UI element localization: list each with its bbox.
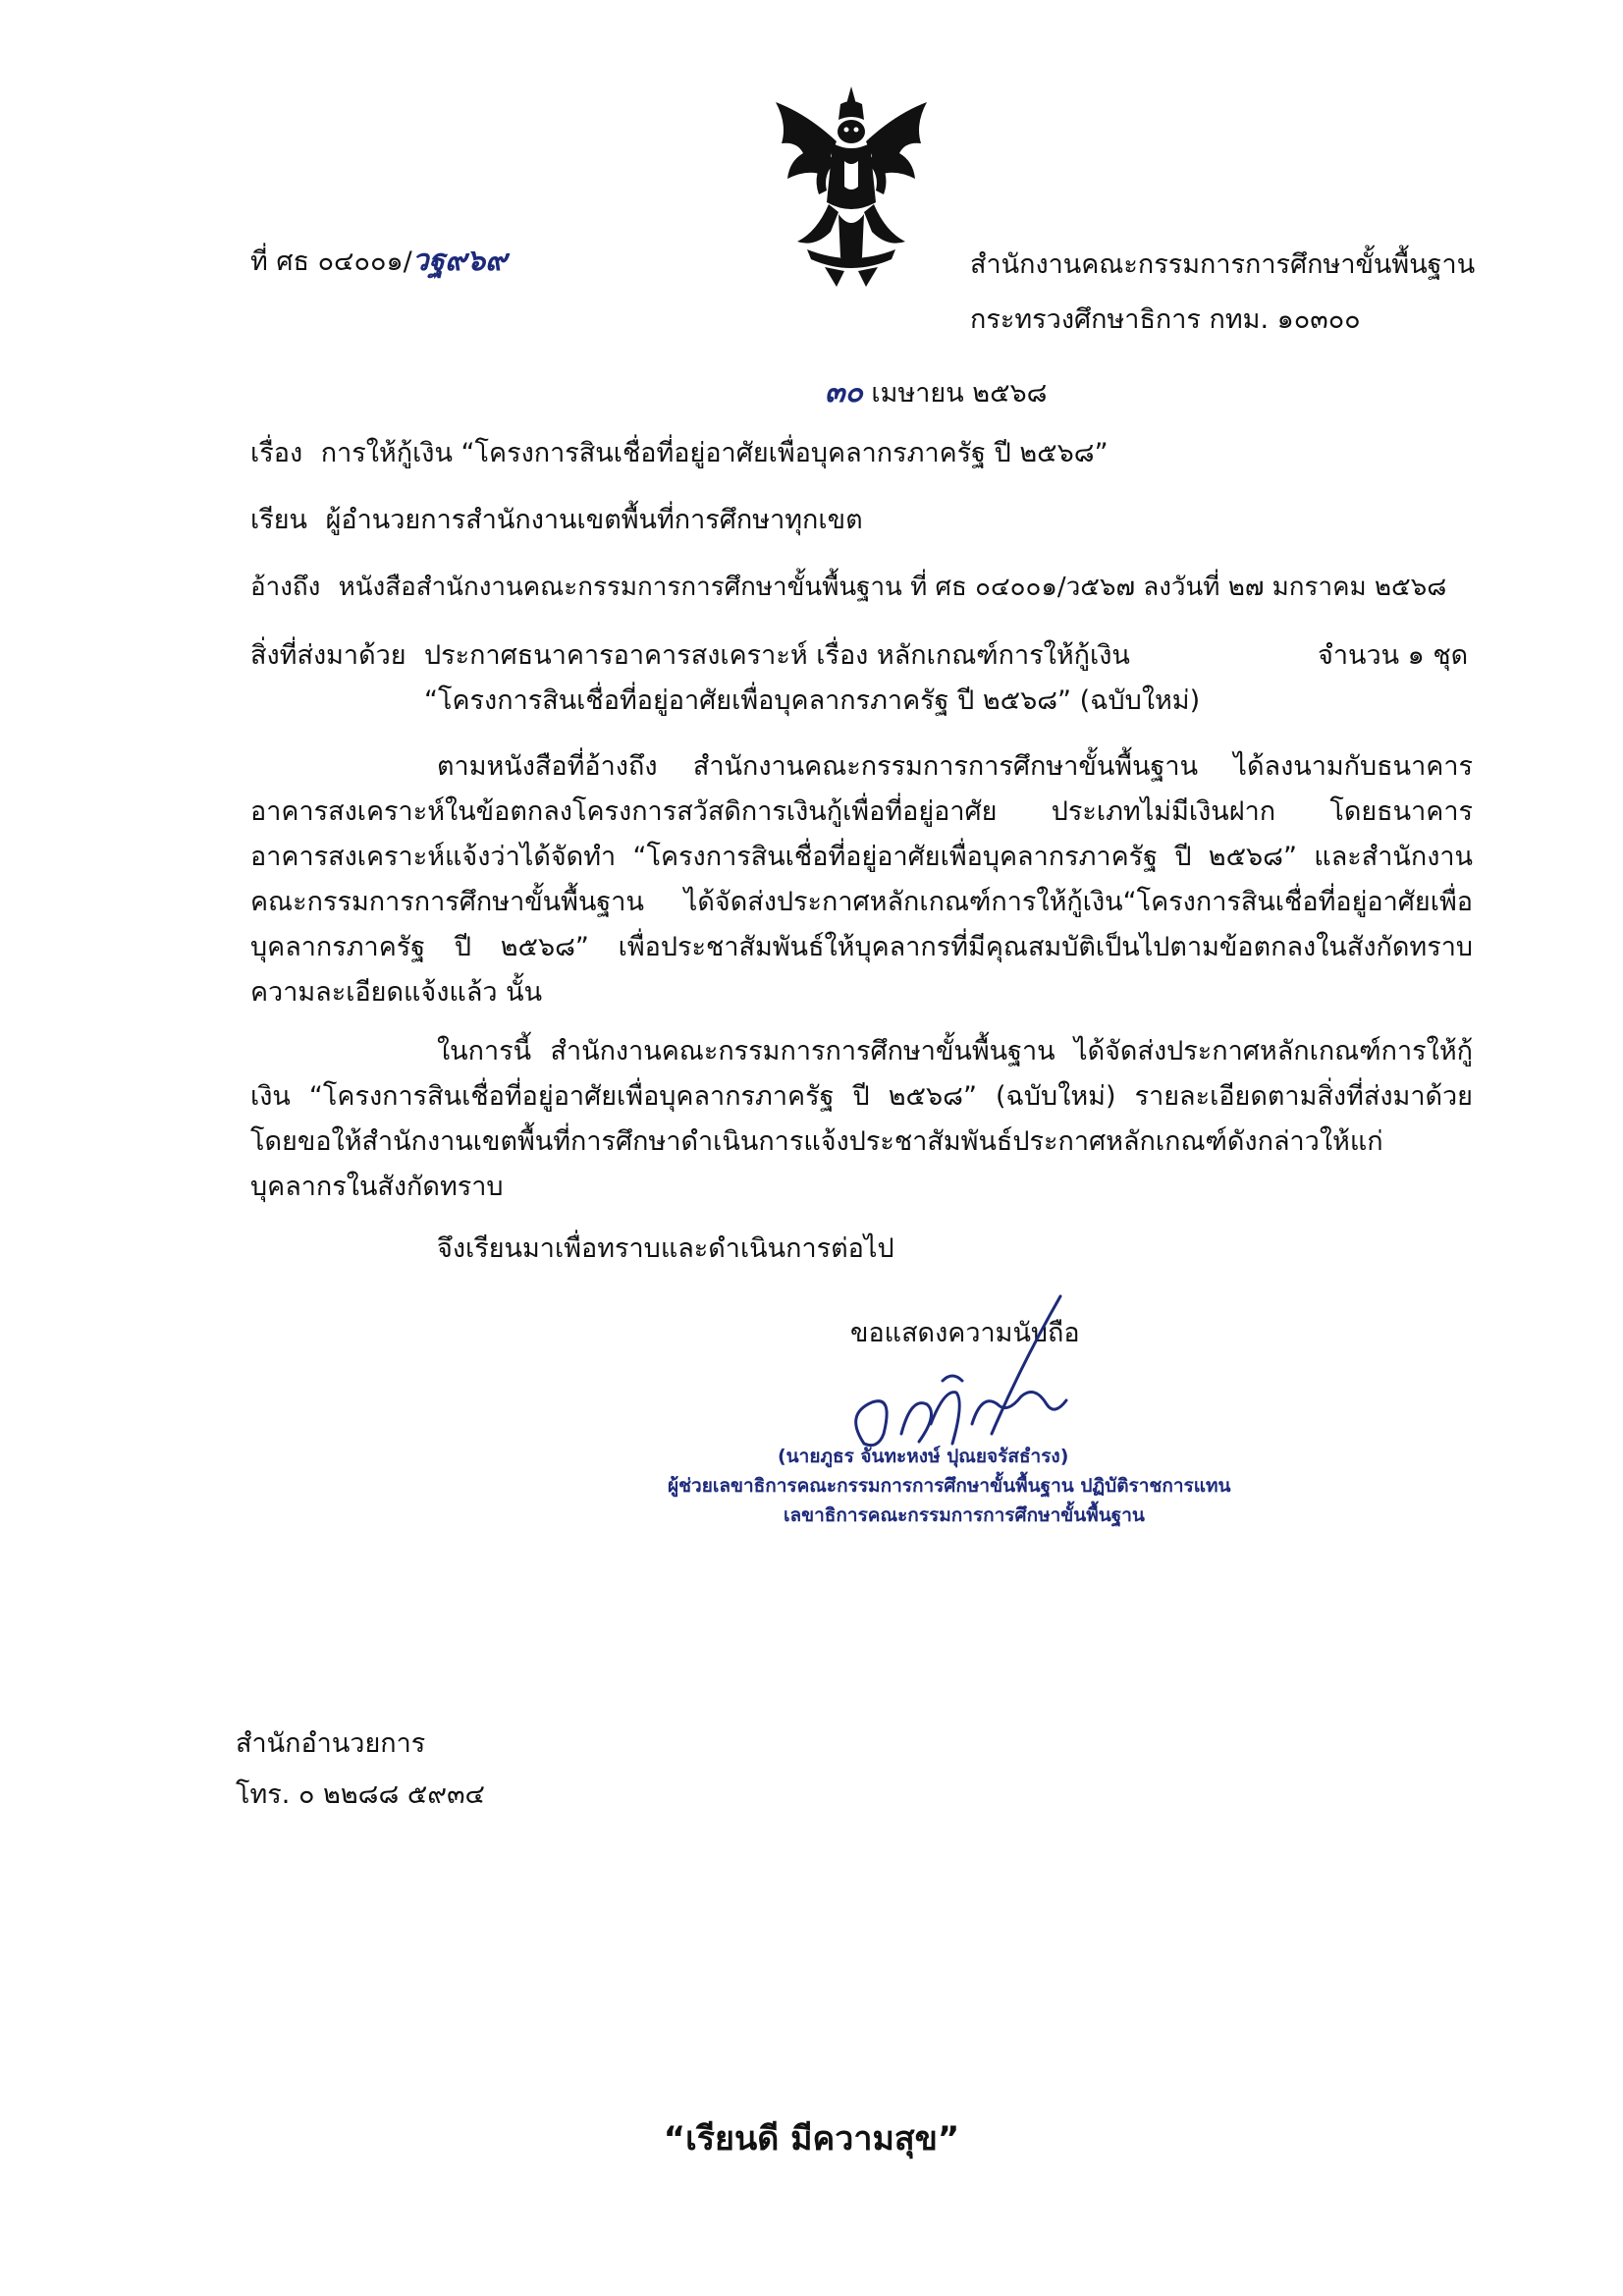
contact-phone: โทร. ๐ ๒๒๘๘ ๕๙๓๔ <box>236 1779 485 1810</box>
reference-prefix: ที่ ศธ ๐๔๐๐๑/ <box>250 246 412 277</box>
signatory-position-line-1: ผู้ช่วยเลขาธิการคณะกรรมการการศึกษาขั้นพื้นฐาน ปฏิบัติราชการแทน <box>668 1475 1231 1497</box>
reference-number <box>250 242 507 282</box>
body-paragraph-2 <box>250 1029 1473 1210</box>
recipient-text: ผู้อำนวยการสำนักงานเขตพื้นที่การศึกษาทุกเขต <box>325 505 863 535</box>
date-day-handwritten: ๓๐ <box>825 375 863 410</box>
closing-sentence: จึงเรียนมาเพื่อทราบและดำเนินการต่อไป <box>437 1233 894 1264</box>
recipient-row <box>250 501 863 540</box>
enclosure-line-1: ประกาศธนาคารอาคารสงเคราะห์ เรื่อง หลักเกณฑ์การให้กู้เงิน <box>424 640 1130 671</box>
reference-row <box>250 568 1446 607</box>
subject-text: การให้กู้เงิน “โครงการสินเชื่อที่อยู่อาศัยเพื่อบุคลากรภาครัฐ ปี ๒๕๖๘” <box>320 438 1109 468</box>
signatory-name: (นายภูธร จันทะหงษ์ ปุณยจรัสธำรง) <box>778 1446 1069 1467</box>
body-paragraph-1 <box>250 744 1473 1015</box>
footer-slogan: “เรียนดี มีความสุข” <box>663 2119 960 2159</box>
signatory-position-line-2: เลขาธิการคณะกรรมการการศึกษาขั้นพื้นฐาน <box>784 1504 1145 1526</box>
paragraph-2-text: ในการนี้ สำนักงานคณะกรรมการการศึกษาขั้นพื้นฐาน ได้จัดส่งประกาศหลักเกณฑ์การให้กู้เงิน “โครงการสินเชื่อที่อยู่อาศัยเพื่อบุคลากรภาครัฐ ปี ๒๕๖๘” (ฉบับใหม่) รายละเอียดตามสิ่งที่ส่งมาด้วย โดยขอให้สำนักงานเขตพื้นที่การศึกษาดำเนินการแจ้งประชาสัมพันธ์ประกาศหลักเกณฑ์ดังกล่าวให้แก่บุคลากรในสังกัดทราบ <box>250 1036 1473 1202</box>
agency-line-2: กระทรวงศึกษาธิการ กทม. ๑๐๓๐๐ <box>970 304 1361 335</box>
signature-block <box>628 1267 1231 1561</box>
subject-label: เรื่อง <box>250 438 303 468</box>
signature-salutation: ขอแสดงความนับถือ <box>850 1318 1080 1348</box>
date-month-year: เมษายน ๒๕๖๘ <box>871 378 1048 409</box>
enclosure-label: สิ่งที่ส่งมาด้วย <box>250 640 406 671</box>
letter-date <box>825 373 1047 413</box>
subject-row <box>250 434 1109 473</box>
garuda-emblem-icon <box>768 84 935 291</box>
recipient-label: เรียน <box>250 505 308 535</box>
paragraph-1-text: ตามหนังสือที่อ้างถึง สำนักงานคณะกรรมการการศึกษาขั้นพื้นฐาน ได้ลงนามกับธนาคารอาคารสงเคราะห์ในข้อตกลงโครงการสวัสดิการเงินกู้เพื่อที่อยู่อาศัย ประเภทไม่มีเงินฝาก โดยธนาคารอาคารสงเคราะห์แจ้งว่าได้จัดทำ “โครงการสินเชื่อที่อยู่อาศัยเพื่อบุคลากรภาครัฐ ปี ๒๕๖๘” และสำนักงานคณะกรรมการการศึกษาขั้นพื้นฐาน ได้จัดส่งประกาศหลักเกณฑ์การให้กู้เงิน“โครงการสินเชื่อที่อยู่อาศัยเพื่อบุคลากรภาครัฐ ปี ๒๕๖๘” เพื่อประชาสัมพันธ์ให้บุคลากรที่มีคุณสมบัติเป็นไปตามข้อตกลงในสังกัดทราบความละเอียดแจ้งแล้ว นั้น <box>250 751 1473 1008</box>
reference-label: อ้างถึง <box>250 573 321 602</box>
agency-line-1: สำนักงานคณะกรรมการการศึกษาขั้นพื้นฐาน <box>970 249 1476 280</box>
contact-office: สำนักอำนวยการ <box>236 1728 426 1759</box>
reference-text: หนังสือสำนักงานคณะกรรมการการศึกษาขั้นพื้นฐาน ที่ ศธ ๐๔๐๐๑/ว๕๖๗ ลงวันที่ ๒๗ มกราคม ๒๕๖๘ <box>338 573 1447 602</box>
reference-handwritten: วฐ๙๖๙ <box>411 244 508 278</box>
enclosure-count: จำนวน ๑ ชุด <box>1318 640 1469 671</box>
enclosure-line-2: “โครงการสินเชื่อที่อยู่อาศัยเพื่อบุคลากรภาครัฐ ปี ๒๕๖๘” (ฉบับใหม่) <box>424 685 1201 716</box>
